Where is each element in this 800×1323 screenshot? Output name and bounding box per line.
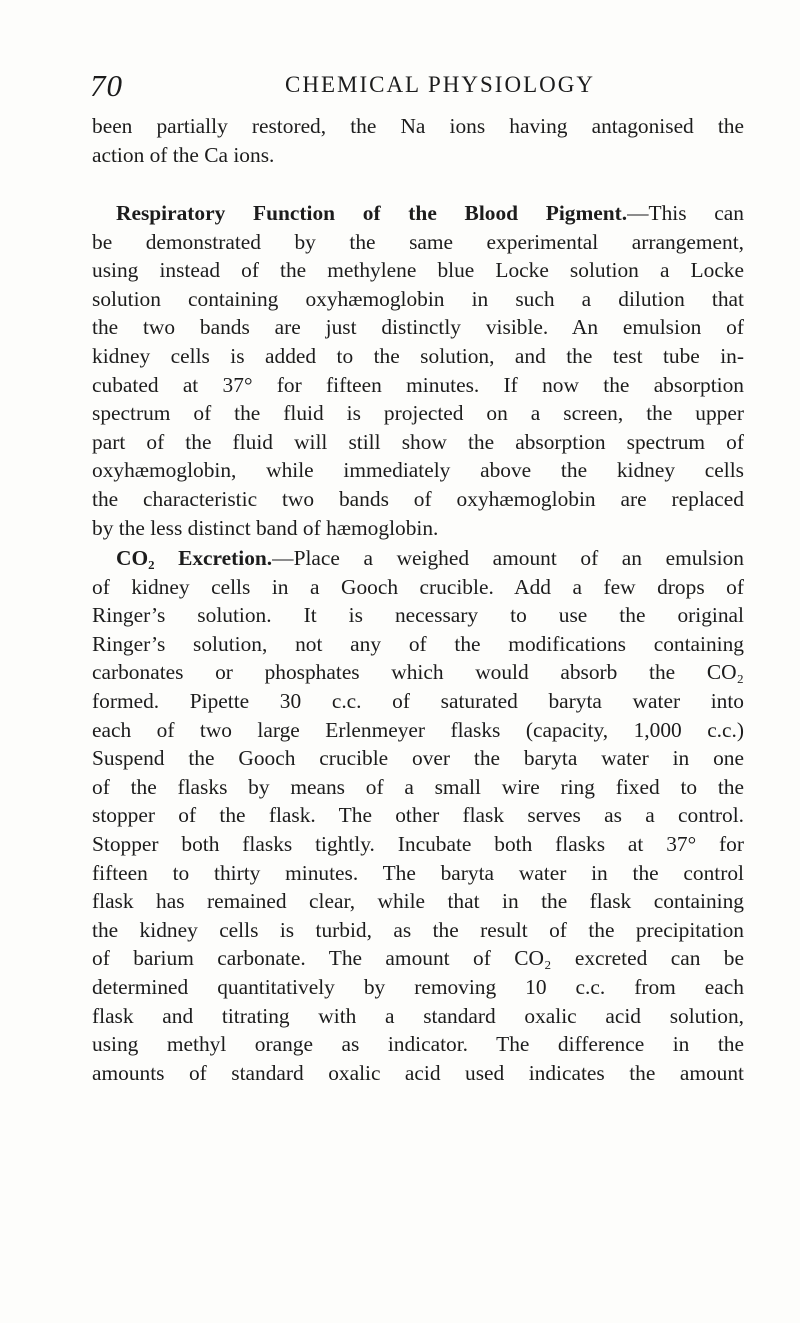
text-line: of barium carbonate. The amount of CO₂ excreted can be	[92, 946, 744, 971]
text-line: of kidney cells in a Gooch crucible. Add a few drops of	[92, 574, 744, 599]
running-title: CHEMICAL PHYSIOLOGY	[285, 72, 595, 97]
text-line: been partially restored, the Na ions having antagonised the	[92, 114, 744, 138]
text-line: oxyhæmoglobin, while immediately above the kidney cells	[92, 458, 744, 483]
running-header	[90, 68, 730, 108]
text-line: by the less distinct band of hæmoglobin.	[92, 515, 439, 540]
text-line: the kidney cells is turbid, as the result of the precipitation	[92, 917, 744, 942]
text-line: amounts of standard oxalic acid used indicates the amount	[92, 1060, 744, 1085]
text-line: fifteen to thirty minutes. The baryta water in the control	[92, 860, 744, 885]
text-line: spectrum of the fluid is projected on a screen, the upper	[92, 401, 744, 426]
text-run: —Place a weighed amount of an emulsion	[272, 546, 745, 570]
text-line: action of the Ca ions.	[92, 142, 275, 167]
text-line: cubated at 37° for fifteen minutes. If now the absorption	[92, 372, 744, 397]
text-line: the two bands are just distinctly visible. An emulsion of	[92, 315, 744, 340]
text-line: determined quantitatively by removing 10 c.c. from each	[92, 974, 744, 999]
text-line: carbonates or phosphates which would absorb the CO₂	[92, 660, 744, 685]
text-line: each of two large Erlenmeyer flasks (capacity, 1,000 c.c.)	[92, 717, 744, 742]
text-line: Ringer’s solution. It is necessary to use the original	[92, 603, 744, 628]
paragraph-continuation	[92, 112, 744, 169]
text-line: formed. Pipette 30 c.c. of saturated baryta water into	[92, 688, 744, 713]
text-line: flask has remained clear, while that in the flask containing	[92, 889, 744, 914]
text-line: the characteristic two bands of oxyhæmoglobin are replaced	[92, 486, 744, 511]
paragraph-co2-excretion	[92, 544, 744, 1087]
text-line: flask and titrating with a standard oxalic acid solution,	[92, 1003, 744, 1028]
text-line: of the flasks by means of a small wire ring fixed to the	[92, 774, 744, 799]
text-run: —This can	[627, 201, 744, 225]
text-line: using instead of the methylene blue Locke solution a Locke	[92, 258, 744, 283]
text-line	[92, 199, 744, 228]
section-heading: CO₂ Excretion.	[116, 546, 273, 570]
text-line: kidney cells is added to the solution, and the test tube in-	[92, 343, 744, 368]
page-number: 70	[90, 68, 123, 103]
section-heading: Respiratory Function of the Blood Pigment.	[116, 201, 628, 225]
paragraph-respiratory-function	[92, 199, 744, 542]
text-line: be demonstrated by the same experimental arrangement,	[92, 229, 744, 254]
text-line: Suspend the Gooch crucible over the baryta water in one	[92, 746, 744, 771]
text-line: stopper of the flask. The other flask serves as a control.	[92, 803, 744, 828]
text-line: solution containing oxyhæmoglobin in such a dilution that	[92, 286, 744, 311]
text-line: part of the fluid will still show the absorption spectrum of	[92, 429, 744, 454]
text-line: using methyl orange as indicator. The difference in the	[92, 1032, 744, 1057]
text-line: Ringer’s solution, not any of the modifications containing	[92, 631, 744, 656]
text-line	[92, 544, 744, 573]
text-line: Stopper both flasks tightly. Incubate both flasks at 37° for	[92, 831, 744, 856]
